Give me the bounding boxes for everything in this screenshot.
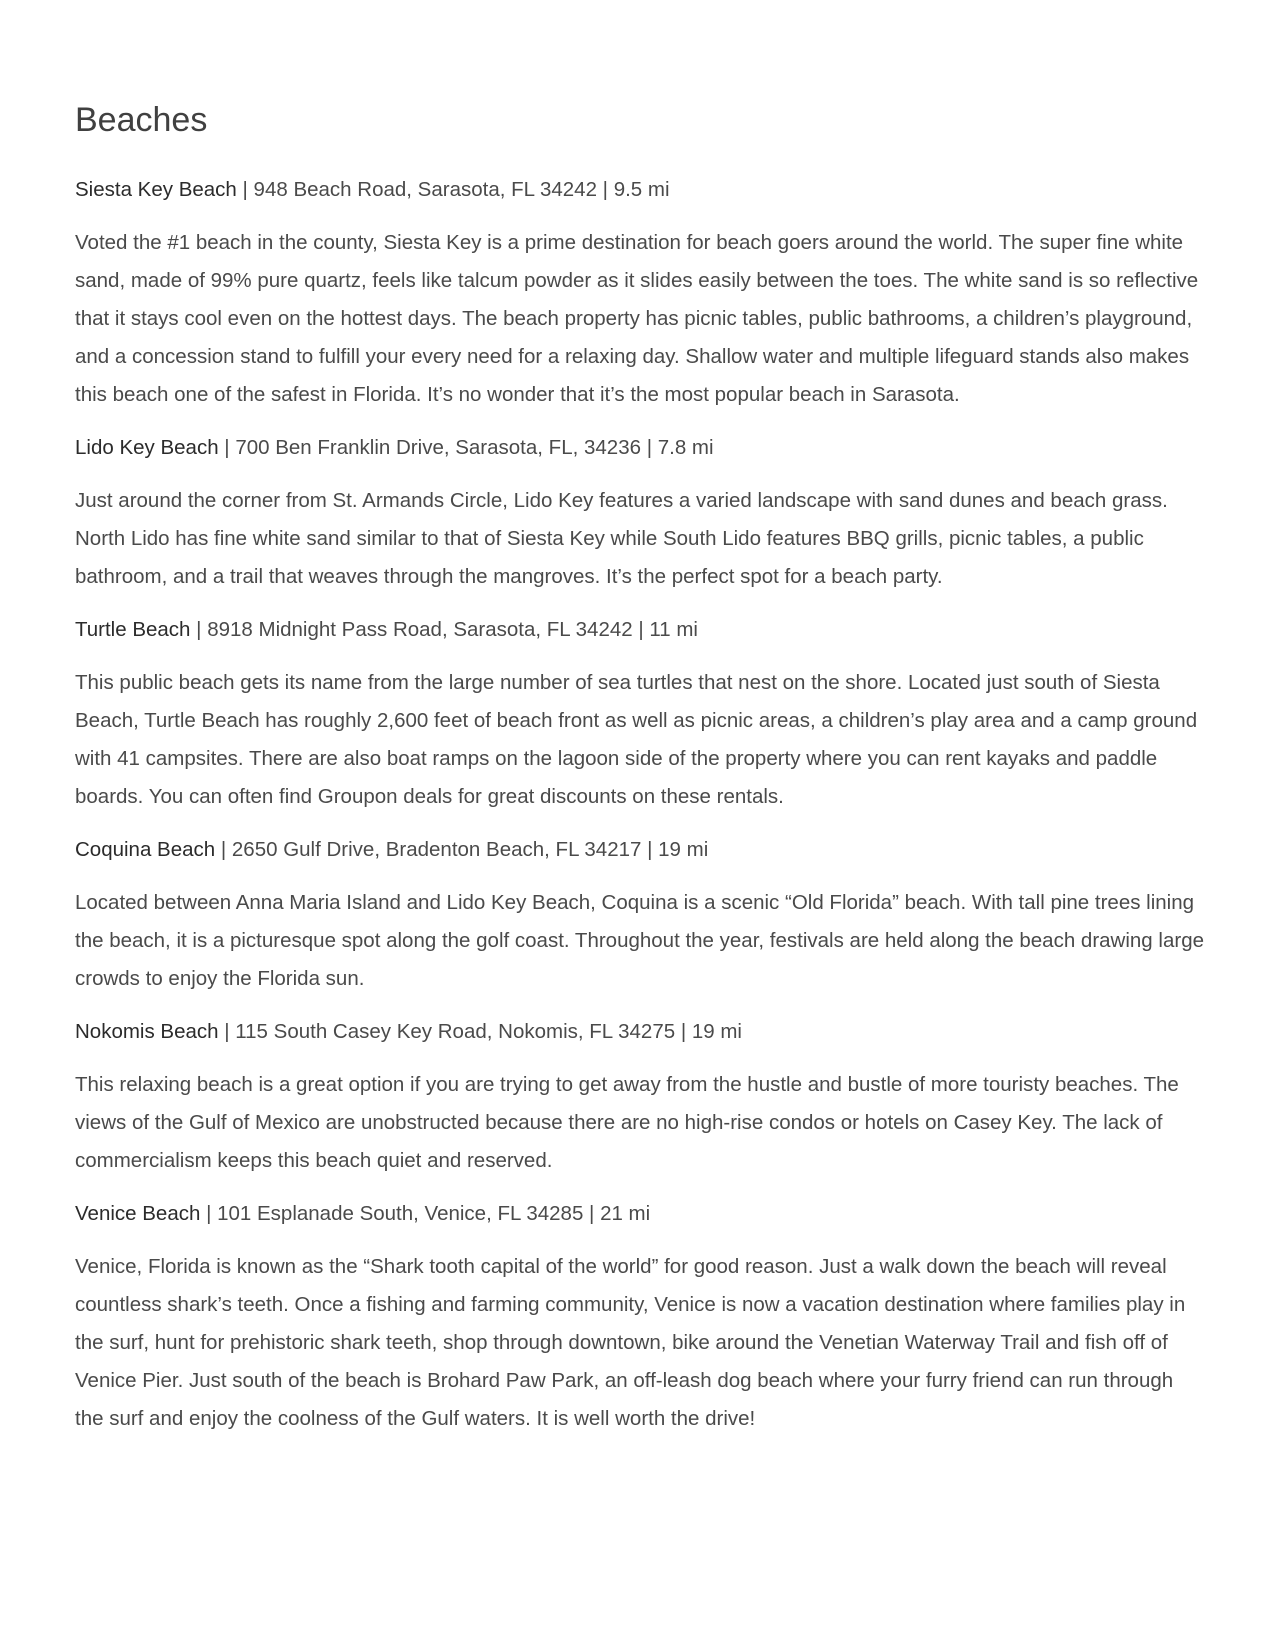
beach-distance: 19 mi [691,1019,742,1043]
beach-name: Coquina Beach [75,837,216,861]
beach-entry-siesta-key [75,171,1205,414]
beach-heading: Venice Beach | 101 Esplanade South, Venice, FL 34285 | 21 mi [75,1201,651,1225]
beach-distance: 9.5 mi [613,177,670,201]
beach-description: Just around the corner from St. Armands Circle, Lido Key features a varied landscape with sand dunes and beach grass. North Lido has fine white sand similar to that of Siesta Key while South Lido features BBQ grills, picnic tables, a public bathroom, and a trail that weaves through the mangroves. It’s the perfect spot for a beach party. [75,488,1168,588]
beach-distance: 19 mi [658,837,709,861]
beach-distance: 21 mi [600,1201,651,1225]
beach-distance: 11 mi [649,617,698,641]
beach-description: Venice, Florida is known as the “Shark tooth capital of the world” for good reason. Just a walk down the beach will reveal countless shark’s teeth. Once a fishing and farming community, Venice is now a vacation destination where families play in the surf, hunt for prehistoric shark teeth, shop through downtown, bike around the Venetian Waterway Trail and fish off of Venice Pier. Just south of the beach is Brohard Paw Park, an off-leash dog beach where your furry friend can run through the surf and enjoy the coolness of the Gulf waters. It is well worth the drive! [75,1254,1186,1430]
beach-description: Voted the #1 beach in the county, Siesta Key is a prime destination for beach goers around the world. The super fine white sand, made of 99% pure quartz, feels like talcum powder as it slides easily between the toes. The white sand is so reflective that it stays cool even on the hottest days. The beach property has picnic tables, public bathrooms, a children’s playground, and a concession stand to fulfill your every need for a relaxing day. Shallow water and multiple lifeguard stands also makes this beach one of the safest in Florida. It’s no wonder that it’s the most popular beach in Sarasota. [75,230,1199,406]
beach-address: 948 Beach Road, Sarasota, FL 34242 [253,177,597,201]
beach-name: Nokomis Beach [75,1019,219,1043]
beach-entry-venice [75,1195,1205,1438]
beach-heading: Siesta Key Beach | 948 Beach Road, Sarasota, FL 34242 | 9.5 mi [75,177,670,201]
beach-address: 2650 Gulf Drive, Bradenton Beach, FL 34217 [231,837,642,861]
beach-description: This public beach gets its name from the large number of sea turtles that nest on the shore. Located just south of Siesta Beach, Turtle Beach has roughly 2,600 feet of beach front as well as picnic areas, a children’s play area and a camp ground with 41 campsites. There are also boat ramps on the lagoon side of the property where you can rent kayaks and paddle boards. You can often find Groupon deals for great discounts on these rentals. [75,670,1198,808]
beach-entry-coquina [75,831,1205,998]
beach-heading: Lido Key Beach | 700 Ben Franklin Drive, Sarasota, FL, 34236 | 7.8 mi [75,435,714,459]
beach-name: Siesta Key Beach [75,177,237,201]
beach-address: 8918 Midnight Pass Road, Sarasota, FL 34242 [207,617,633,641]
beach-description: Located between Anna Maria Island and Lido Key Beach, Coquina is a scenic “Old Florida” beach. With tall pine trees lining the beach, it is a picturesque spot along the golf coast. Throughout the year, festivals are held along the beach drawing large crowds to enjoy the Florida sun. [75,890,1204,990]
beach-entry-lido-key [75,429,1205,596]
beach-distance: 7.8 mi [657,435,714,459]
document-page [75,100,1205,1453]
beach-entry-turtle [75,611,1205,816]
beach-heading: Turtle Beach | 8918 Midnight Pass Road, Sarasota, FL 34242 | 11 mi [75,617,698,641]
beach-heading: Nokomis Beach | 115 South Casey Key Road, Nokomis, FL 34275 | 19 mi [75,1019,742,1043]
beach-address: 101 Esplanade South, Venice, FL 34285 [217,1201,584,1225]
beach-address: 700 Ben Franklin Drive, Sarasota, FL, 34236 [235,435,641,459]
beach-name: Venice Beach [75,1201,201,1225]
page-title: Beaches [75,101,208,139]
beach-name: Lido Key Beach [75,435,219,459]
beach-address: 115 South Casey Key Road, Nokomis, FL 34275 [235,1019,676,1043]
beach-entry-nokomis [75,1013,1205,1180]
beach-name: Turtle Beach [75,617,191,641]
beach-heading: Coquina Beach | 2650 Gulf Drive, Bradenton Beach, FL 34217 | 19 mi [75,837,709,861]
beach-description: This relaxing beach is a great option if you are trying to get away from the hustle and bustle of more touristy beaches. The views of the Gulf of Mexico are unobstructed because there are no high-rise condos or hotels on Casey Key. The lack of commercialism keeps this beach quiet and reserved. [75,1072,1179,1172]
